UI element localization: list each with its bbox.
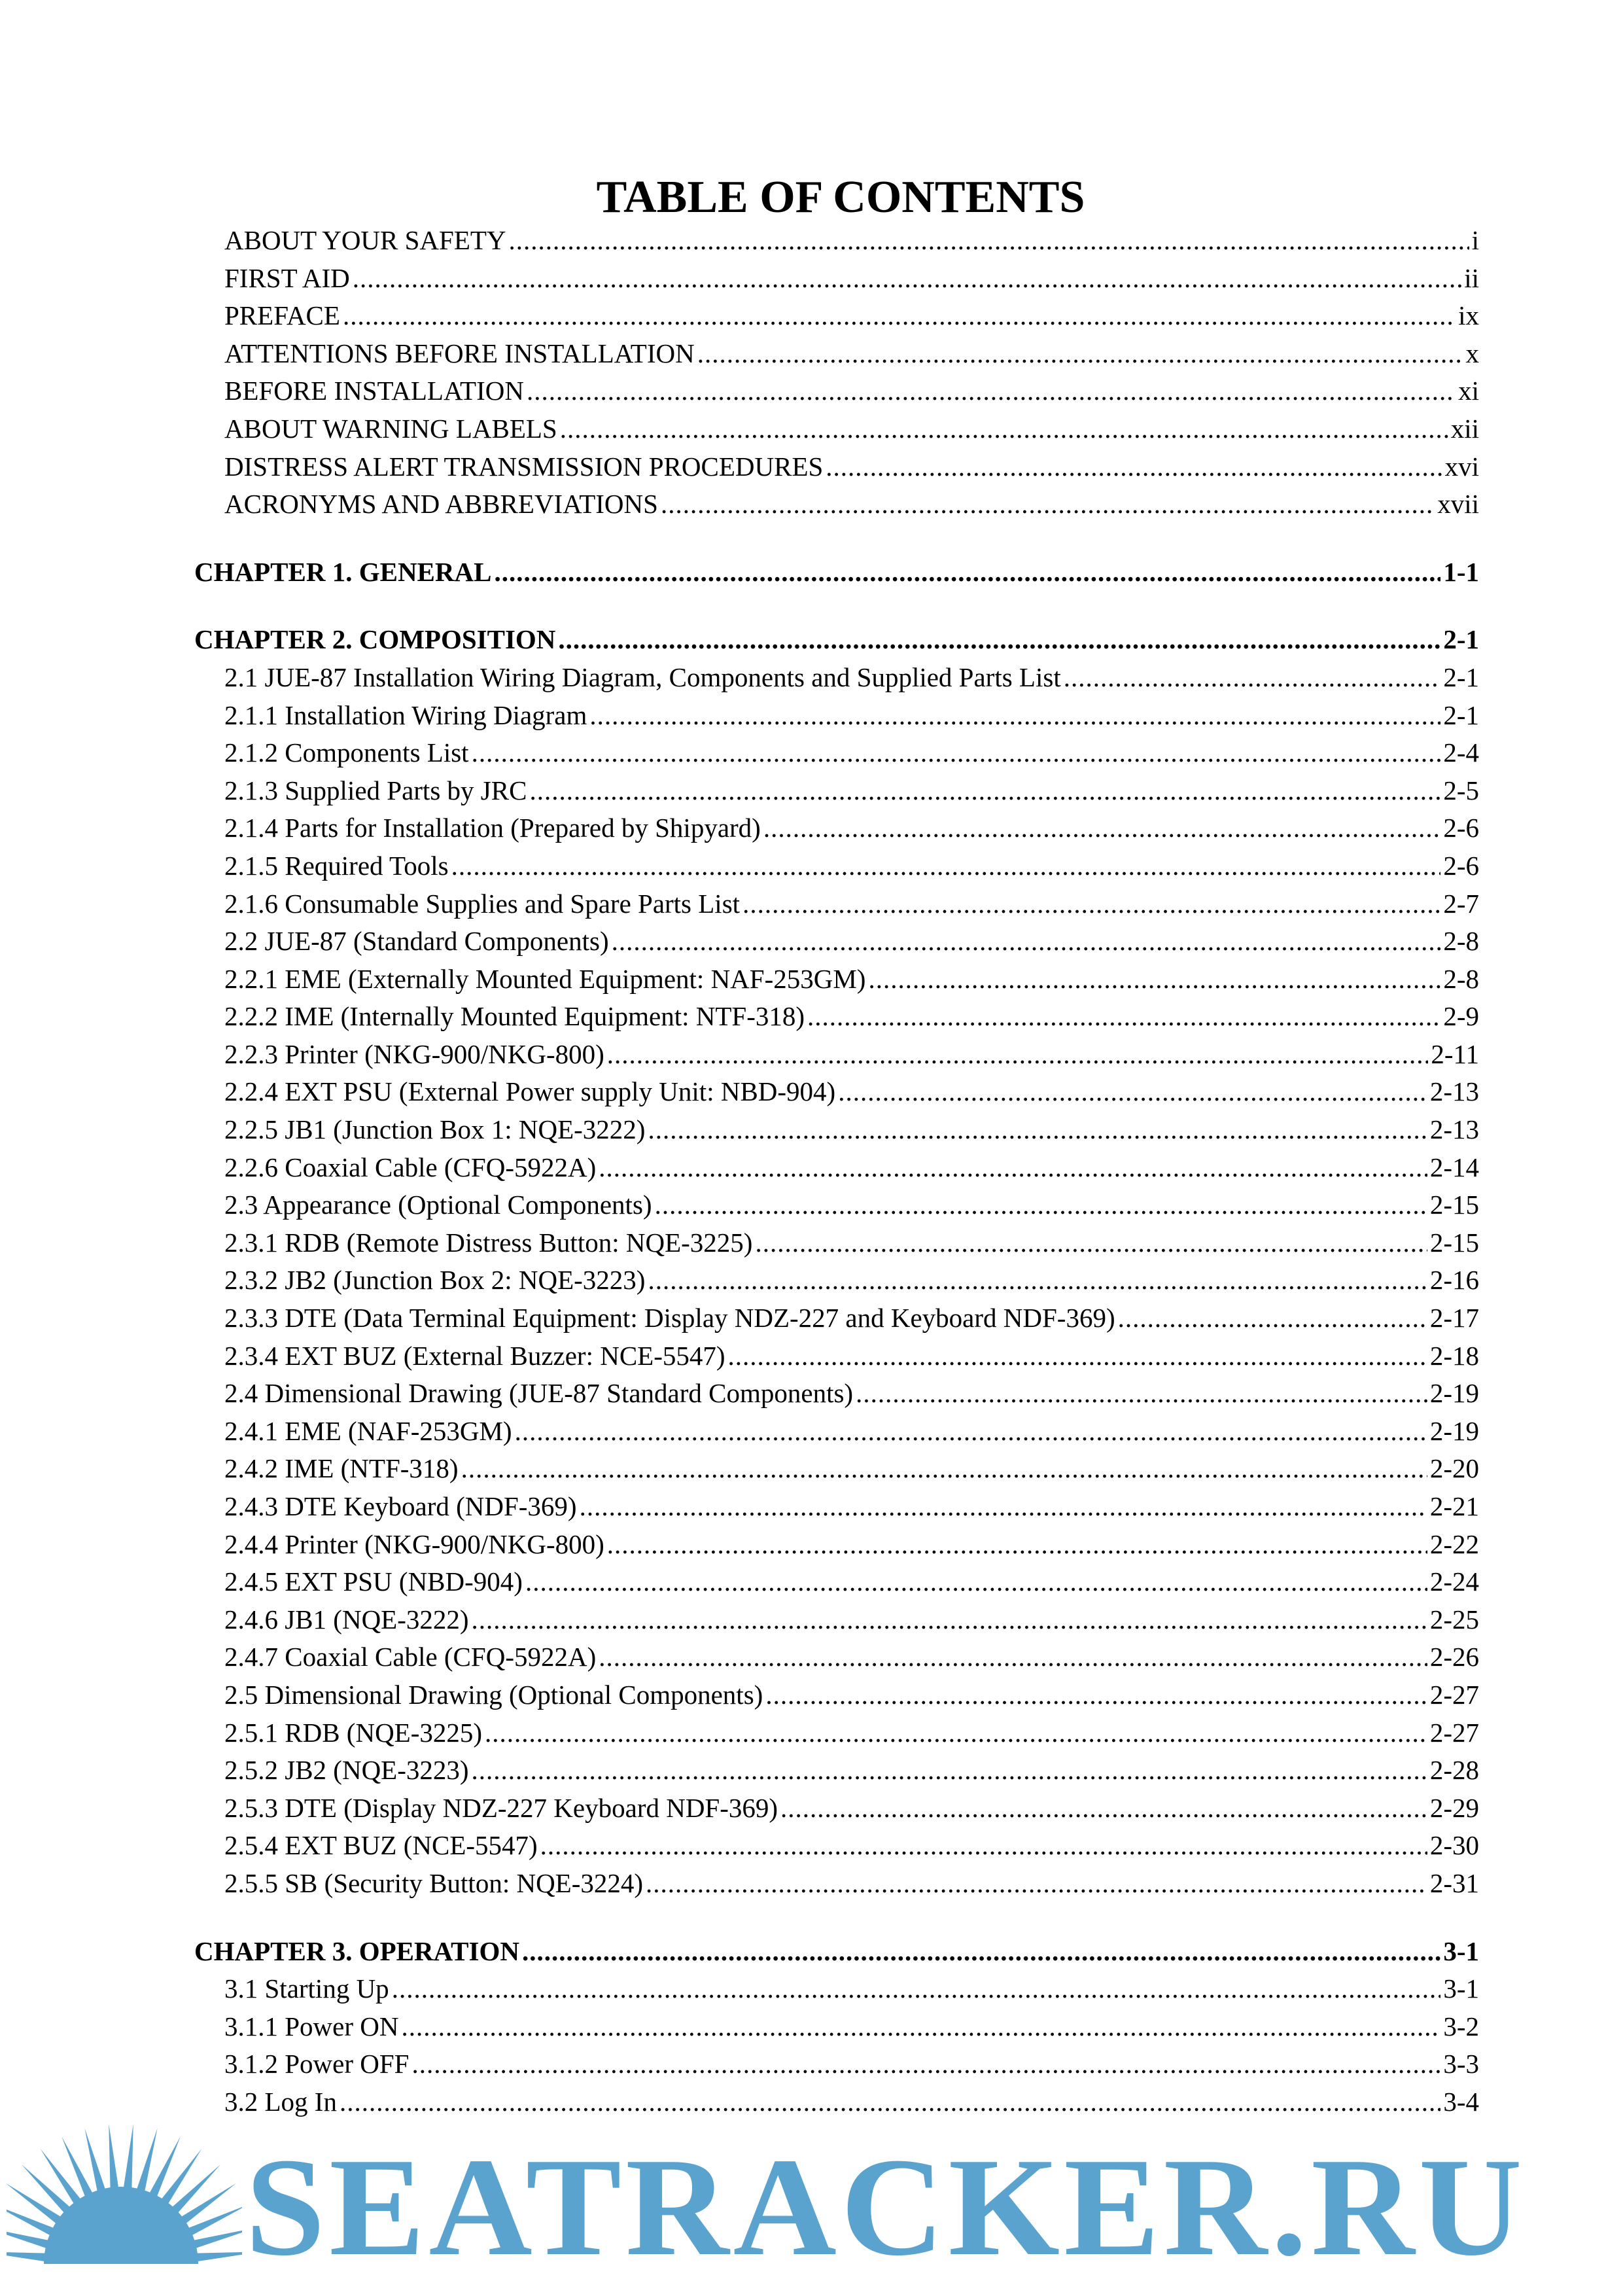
sun-logo-icon <box>7 2074 242 2296</box>
dot-leader <box>472 1601 1427 1639</box>
dot-leader <box>392 1970 1441 2008</box>
page-number: 2-19 <box>1429 1415 1479 1446</box>
toc-entry[interactable] <box>194 1375 1479 1413</box>
page-number: 3-1 <box>1443 1973 1479 2004</box>
front-matter-group <box>194 222 1479 523</box>
page-number: 3-3 <box>1443 2049 1479 2079</box>
dot-leader <box>580 1488 1427 1526</box>
dot-leader <box>472 734 1441 772</box>
dot-leader <box>451 847 1441 885</box>
toc-entry[interactable] <box>194 1262 1479 1299</box>
page-number: 2-19 <box>1429 1378 1479 1409</box>
page-number: x <box>1465 338 1479 368</box>
entry-label: 3.2 Log In <box>224 2086 337 2117</box>
page-number: ii <box>1464 262 1479 293</box>
toc-entry[interactable] <box>194 809 1479 847</box>
toc-entry[interactable] <box>194 697 1479 735</box>
dot-leader <box>599 1149 1427 1187</box>
sun-ray <box>177 2183 236 2227</box>
dot-leader <box>765 1676 1427 1714</box>
entry-label: 3.1.1 Power ON <box>224 2011 399 2041</box>
toc-entry[interactable] <box>194 260 1479 298</box>
toc-entry[interactable] <box>194 1601 1479 1639</box>
entry-label: 2.3.2 JB2 (Junction Box 2: NQE-3223) <box>224 1265 646 1296</box>
dot-leader <box>826 448 1442 486</box>
toc-entry[interactable] <box>194 1526 1479 1564</box>
page-number: 2-21 <box>1429 1491 1479 1521</box>
sun-ray <box>158 2149 201 2208</box>
entry-label: 2.4.5 EXT PSU (NBD-904) <box>224 1566 523 1597</box>
toc-entry[interactable] <box>194 297 1479 335</box>
toc-entry[interactable] <box>194 1186 1479 1224</box>
entry-label: 2.4.3 DTE Keyboard (NDF-369) <box>224 1491 577 1521</box>
sun-ray <box>7 2204 58 2238</box>
dot-leader <box>612 923 1441 961</box>
dot-leader <box>648 1262 1427 1299</box>
toc-entry[interactable] <box>194 1149 1479 1187</box>
sun-ray <box>41 2149 84 2208</box>
sun-ray <box>109 2124 119 2193</box>
entry-label: 2.1.4 Parts for Installation (Prepared by Shipyard) <box>224 813 761 843</box>
entry-label: 2.5.4 EXT BUZ (NCE-5547) <box>224 1830 538 1861</box>
page-number: 2-26 <box>1429 1642 1479 1672</box>
dot-leader <box>589 697 1440 735</box>
page-number: 2-1 <box>1443 624 1479 655</box>
page-number: 2-11 <box>1431 1038 1479 1069</box>
toc-entry[interactable] <box>194 372 1479 410</box>
chapter-2-entries <box>194 659 1479 1903</box>
entry-label: 2.5 Dimensional Drawing (Optional Components) <box>224 1679 763 1710</box>
toc-entry[interactable] <box>194 1638 1479 1676</box>
dot-leader <box>494 554 1440 592</box>
page-number: 2-8 <box>1443 963 1479 994</box>
page-number: 2-8 <box>1443 926 1479 957</box>
dot-leader <box>599 1638 1427 1676</box>
toc-entry[interactable] <box>194 885 1479 923</box>
toc-entry[interactable] <box>194 1752 1479 1790</box>
page-number: 2-5 <box>1443 775 1479 805</box>
dot-leader <box>807 998 1440 1036</box>
toc-entry[interactable] <box>194 1073 1479 1111</box>
toc-entry[interactable] <box>194 1450 1479 1488</box>
dot-leader <box>607 1526 1427 1564</box>
dot-leader <box>742 885 1440 923</box>
toc-entry[interactable] <box>194 1790 1479 1828</box>
toc-entry[interactable] <box>194 1563 1479 1601</box>
entry-label: 2.4.4 Printer (NKG-900/NKG-800) <box>224 1528 604 1559</box>
entry-label: BEFORE INSTALLATION <box>224 376 524 406</box>
entry-label: ABOUT YOUR SAFETY <box>224 225 506 255</box>
page-number: 2-4 <box>1443 737 1479 768</box>
chapter-3-entry[interactable] <box>194 1933 1479 1971</box>
dot-leader <box>343 297 1456 335</box>
page-number: 2-27 <box>1429 1717 1479 1748</box>
dot-leader <box>558 621 1440 659</box>
sun-ray <box>192 2252 242 2262</box>
page-number: 2-16 <box>1429 1265 1479 1296</box>
sun-ray <box>169 2164 220 2216</box>
page-number: 2-22 <box>1429 1528 1479 1559</box>
toc-entry[interactable] <box>194 1970 1479 2008</box>
toc-entry[interactable] <box>194 998 1479 1036</box>
dot-leader <box>461 1450 1427 1488</box>
chapter-label: CHAPTER 3. OPERATION <box>194 1935 519 1966</box>
dot-leader <box>728 1337 1427 1375</box>
toc-entry[interactable] <box>194 1676 1479 1714</box>
toc-entry[interactable] <box>194 847 1479 885</box>
chapter-2-entry[interactable] <box>194 621 1479 659</box>
chapter-label: CHAPTER 1. GENERAL <box>194 556 492 587</box>
dot-leader <box>646 1865 1427 1903</box>
entry-label: 2.5.2 JB2 (NQE-3223) <box>224 1755 469 1786</box>
toc-entry[interactable] <box>194 448 1479 486</box>
entry-label: 2.2.4 EXT PSU (External Power supply Unit: NBD-904) <box>224 1076 836 1107</box>
toc-entry[interactable] <box>194 1865 1479 1903</box>
dot-leader <box>763 809 1441 847</box>
toc-entry[interactable] <box>194 1111 1479 1149</box>
page-number: xi <box>1458 376 1479 406</box>
dot-leader <box>525 1563 1427 1601</box>
toc-entry[interactable] <box>194 923 1479 961</box>
page-number: 2-28 <box>1429 1755 1479 1786</box>
page-number: 2-15 <box>1429 1190 1479 1220</box>
dot-leader <box>780 1790 1427 1828</box>
entry-label: 2.1.3 Supplied Parts by JRC <box>224 775 527 805</box>
dot-leader <box>353 260 1461 298</box>
page-number: 2-13 <box>1429 1114 1479 1145</box>
entry-label: 2.5.1 RDB (NQE-3225) <box>224 1717 483 1748</box>
toc-entry[interactable] <box>194 486 1479 523</box>
entry-label: 2.1.2 Components List <box>224 737 469 768</box>
toc-entry[interactable] <box>194 410 1479 448</box>
entry-label: 2.4.2 IME (NTF-318) <box>224 1453 459 1484</box>
page-number: 2-14 <box>1429 1152 1479 1182</box>
dot-leader <box>661 486 1435 523</box>
toc-entry[interactable] <box>194 1413 1479 1451</box>
entry-label: 2.3.4 EXT BUZ (External Buzzer: NCE-5547) <box>224 1340 725 1371</box>
toc-entry[interactable] <box>194 1299 1479 1337</box>
entry-label: 2.2.2 IME (Internally Mounted Equipment: NTF-318) <box>224 1001 805 1032</box>
entry-label: 2.4.6 JB1 (NQE-3222) <box>224 1604 469 1634</box>
entry-label: 2.5.3 DTE (Display NDZ-227 Keyboard NDF-369) <box>224 1792 778 1823</box>
entry-label: 2.3 Appearance (Optional Components) <box>224 1190 652 1220</box>
page-number: 2-15 <box>1429 1227 1479 1258</box>
toc-entry[interactable] <box>194 1488 1479 1526</box>
entry-label: 2.1.6 Consumable Supplies and Spare Parts List <box>224 888 741 919</box>
entry-label: 3.1.2 Power OFF <box>224 2049 410 2079</box>
entry-label: 2.4 Dimensional Drawing (JUE-87 Standard Components) <box>224 1378 854 1409</box>
dot-leader <box>755 1224 1427 1262</box>
chapter-label: CHAPTER 2. COMPOSITION <box>194 624 556 655</box>
dot-leader <box>540 1827 1427 1865</box>
toc-entry[interactable] <box>194 2008 1479 2046</box>
page-number: 2-20 <box>1429 1453 1479 1484</box>
entry-label: ABOUT WARNING LABELS <box>224 413 557 444</box>
dot-leader <box>697 335 1463 373</box>
entry-label: 2.4.1 EME (NAF-253GM) <box>224 1415 512 1446</box>
sun-ray <box>7 2252 50 2262</box>
page-number: 3-4 <box>1443 2086 1479 2117</box>
toc-entry[interactable] <box>194 1714 1479 1752</box>
sun-ray <box>7 2183 65 2227</box>
toc-entry[interactable] <box>194 1337 1479 1375</box>
entry-label: ACRONYMS AND ABBREVIATIONS <box>224 489 658 520</box>
dot-leader <box>648 1111 1427 1149</box>
dot-leader <box>527 372 1456 410</box>
entry-label: 2.2.3 Printer (NKG-900/NKG-800) <box>224 1038 604 1069</box>
page-number: 2-6 <box>1443 813 1479 843</box>
entry-label: 2.2.5 JB1 (Junction Box 1: NQE-3222) <box>224 1114 646 1145</box>
sun-ray <box>22 2164 73 2216</box>
toc-entry[interactable] <box>194 1827 1479 1865</box>
page-number: 2-13 <box>1429 1076 1479 1107</box>
dot-leader <box>655 1186 1427 1224</box>
entry-label: 2.2 JUE-87 (Standard Components) <box>224 926 609 957</box>
toc-entry[interactable] <box>194 222 1479 260</box>
entry-label: 2.3.1 RDB (Remote Distress Button: NQE-3225) <box>224 1227 753 1258</box>
page-number: 2-1 <box>1443 662 1479 692</box>
dot-leader <box>607 1036 1429 1074</box>
entry-label: ATTENTIONS BEFORE INSTALLATION <box>224 338 695 368</box>
page-number: xvi <box>1444 451 1479 482</box>
page-number: i <box>1471 225 1479 255</box>
watermark-text: SEATRACKER.RU <box>245 2128 1527 2285</box>
dot-leader <box>401 2008 1440 2046</box>
dot-leader <box>509 222 1469 260</box>
page-number: 2-7 <box>1443 888 1479 919</box>
entry-label: 2.3.3 DTE (Data Terminal Equipment: Display NDZ-227 and Keyboard NDF-369) <box>224 1303 1115 1333</box>
page-number: 2-29 <box>1429 1792 1479 1823</box>
entry-label: DISTRESS ALERT TRANSMISSION PROCEDURES <box>224 451 824 482</box>
entry-label: 2.1.5 Required Tools <box>224 850 449 881</box>
dot-leader <box>560 410 1448 448</box>
dot-leader <box>1064 659 1441 697</box>
watermark <box>0 2074 1623 2296</box>
page-number: 2-25 <box>1429 1604 1479 1634</box>
entry-label: 3.1 Starting Up <box>224 1973 389 2004</box>
dot-leader <box>838 1073 1427 1111</box>
page-number: 2-30 <box>1429 1830 1479 1861</box>
entry-label: FIRST AID <box>224 262 350 293</box>
sun-ray <box>123 2124 133 2193</box>
page-number: 2-31 <box>1429 1867 1479 1898</box>
entry-label: PREFACE <box>224 300 340 331</box>
dot-leader <box>856 1375 1427 1413</box>
toc-title: TABLE OF CONTENTS <box>596 172 1085 222</box>
page-number: 1-1 <box>1443 556 1479 587</box>
page-number: 2-1 <box>1443 699 1479 730</box>
dot-leader <box>529 772 1440 810</box>
entry-label: 2.2.1 EME (Externally Mounted Equipment: NAF-253GM) <box>224 963 866 994</box>
entry-label: 2.1.1 Installation Wiring Diagram <box>224 699 587 730</box>
page-number: xii <box>1450 413 1479 444</box>
page-number: ix <box>1458 300 1479 331</box>
toc-entry[interactable] <box>194 961 1479 998</box>
dot-leader <box>868 961 1440 998</box>
entry-label: 2.4.7 Coaxial Cable (CFQ-5922A) <box>224 1642 597 1672</box>
page-number: 2-9 <box>1443 1001 1479 1032</box>
dot-leader <box>1118 1299 1427 1337</box>
toc-entry[interactable] <box>194 1036 1479 1074</box>
toc-entry[interactable] <box>194 1224 1479 1262</box>
page-number: 2-6 <box>1443 850 1479 881</box>
toc-entry[interactable] <box>194 335 1479 373</box>
entry-label: 2.2.6 Coaxial Cable (CFQ-5922A) <box>224 1152 597 1182</box>
toc-list <box>194 222 1479 2121</box>
toc-entry[interactable] <box>194 659 1479 697</box>
page-number: 2-17 <box>1429 1303 1479 1333</box>
page-number: xvii <box>1437 489 1479 520</box>
page-number: 2-18 <box>1429 1340 1479 1371</box>
dot-leader <box>472 1752 1427 1790</box>
toc-entry[interactable] <box>194 772 1479 810</box>
dot-leader <box>515 1413 1427 1451</box>
chapter-1-entry[interactable] <box>194 554 1479 592</box>
page-number: 2-27 <box>1429 1679 1479 1710</box>
entry-label: 2.1 JUE-87 Installation Wiring Diagram, Components and Supplied Parts List <box>224 662 1061 692</box>
toc-entry[interactable] <box>194 734 1479 772</box>
page-number: 3-1 <box>1443 1935 1479 1966</box>
dot-leader <box>522 1933 1440 1971</box>
page-number: 3-2 <box>1443 2011 1479 2041</box>
page-number: 2-24 <box>1429 1566 1479 1597</box>
dot-leader <box>485 1714 1427 1752</box>
entry-label: 2.5.5 SB (Security Button: NQE-3224) <box>224 1867 644 1898</box>
